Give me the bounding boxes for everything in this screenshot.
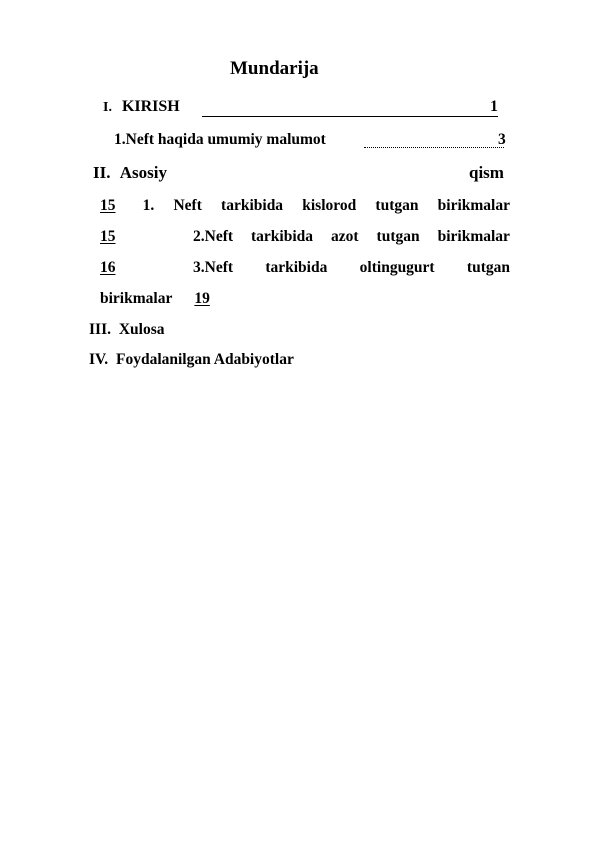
toc-word: birikmalar [437, 228, 510, 245]
toc-label: KIRISH [121, 98, 180, 115]
toc-entry-asosiy[interactable] [93, 163, 167, 183]
toc-label-qism: qism [469, 163, 504, 182]
toc-word: 1. [142, 197, 155, 214]
toc-word: birikmalar [437, 197, 510, 214]
toc-word: Neft [173, 197, 202, 214]
toc-word: tutgan [466, 259, 510, 276]
toc-word: tarkibida [221, 197, 284, 214]
toc-label: Asosiy [119, 163, 167, 182]
toc-word: tutgan [376, 228, 420, 245]
leader-dots [364, 147, 504, 148]
toc-word: birikmalar [100, 290, 173, 307]
page-title: Mundarija [230, 58, 319, 79]
toc-page-number: 16 [100, 259, 116, 276]
toc-word: tutgan [375, 197, 419, 214]
toc-word: 2.Neft [193, 228, 234, 245]
toc-page-number: 19 [194, 290, 210, 307]
toc-entry-birikmalar[interactable] [100, 290, 210, 308]
toc-entry-xulosa[interactable] [89, 321, 165, 339]
toc-number: I. [103, 100, 112, 115]
toc-entry-adabiyotlar[interactable] [89, 351, 294, 369]
toc-page-number: 15 [100, 228, 116, 245]
toc-number: IV. [89, 351, 109, 368]
toc-page-number: 3 [498, 131, 506, 148]
toc-page-number: 15 [100, 197, 116, 214]
toc-entry-kislorod[interactable] [100, 197, 510, 215]
toc-word: 3.Neft [193, 259, 234, 276]
toc-entry-neft-umumiy[interactable]: 1.Neft haqida umumiy malumot [114, 131, 326, 148]
toc-word: oltingugurt [359, 259, 435, 276]
toc-word: tarkibida [265, 259, 328, 276]
toc-number: II. [93, 163, 111, 182]
toc-label: Xulosa [118, 321, 165, 338]
toc-word: kislorod [302, 197, 357, 214]
toc-entry-kirish[interactable] [103, 98, 180, 116]
toc-label: Foydalanilgan Adabiyotlar [115, 351, 294, 368]
toc-word: azot [331, 228, 359, 245]
leader-line [202, 116, 498, 117]
toc-page-number: 1 [490, 98, 498, 115]
toc-number: III. [89, 321, 111, 338]
toc-word: tarkibida [251, 228, 314, 245]
